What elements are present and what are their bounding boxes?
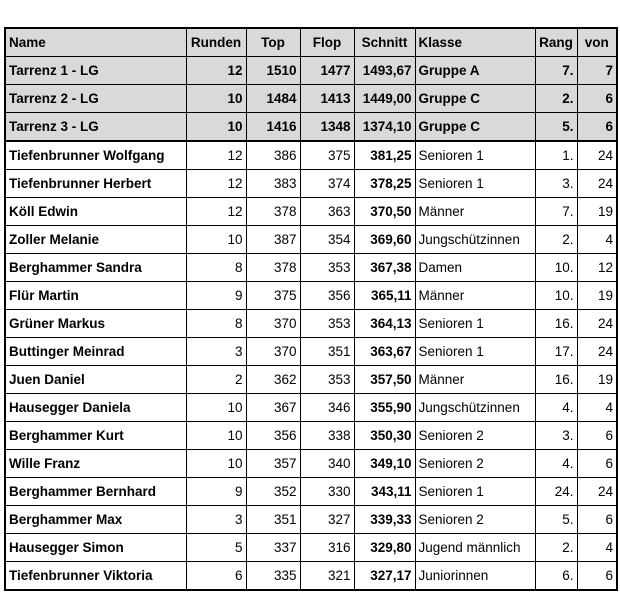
cell-name: Buttinger Meinrad xyxy=(5,338,186,366)
cell-schnitt: 378,25 xyxy=(354,170,415,198)
cell-flop: 346 xyxy=(300,394,354,422)
cell-name: Tiefenbrunner Wolfgang xyxy=(5,141,186,170)
cell-rang: 24. xyxy=(535,478,577,506)
cell-flop: 330 xyxy=(300,478,354,506)
cell-name: Berghammer Kurt xyxy=(5,422,186,450)
table-row xyxy=(5,198,617,226)
cell-klasse: Senioren 2 xyxy=(415,506,535,534)
results-table-container xyxy=(4,27,618,591)
cell-rang: 7. xyxy=(535,57,577,85)
cell-runden: 10 xyxy=(186,226,246,254)
table-row xyxy=(5,562,617,591)
table-row xyxy=(5,226,617,254)
cell-rang: 3. xyxy=(535,170,577,198)
cell-name: Wille Franz xyxy=(5,450,186,478)
cell-von: 24 xyxy=(577,141,617,170)
cell-top: 337 xyxy=(246,534,300,562)
header-rang: Rang xyxy=(535,28,577,57)
cell-schnitt: 363,67 xyxy=(354,338,415,366)
table-row xyxy=(5,506,617,534)
cell-rang: 16. xyxy=(535,366,577,394)
cell-name: Tiefenbrunner Herbert xyxy=(5,170,186,198)
cell-schnitt: 1374,10 xyxy=(354,113,415,142)
cell-schnitt: 381,25 xyxy=(354,141,415,170)
cell-schnitt: 350,30 xyxy=(354,422,415,450)
cell-von: 6 xyxy=(577,506,617,534)
header-name: Name xyxy=(5,28,186,57)
cell-top: 352 xyxy=(246,478,300,506)
header-klasse: Klasse xyxy=(415,28,535,57)
cell-klasse: Juniorinnen xyxy=(415,562,535,591)
cell-von: 6 xyxy=(577,562,617,591)
cell-top: 387 xyxy=(246,226,300,254)
table-row xyxy=(5,366,617,394)
cell-top: 378 xyxy=(246,198,300,226)
cell-klasse: Gruppe A xyxy=(415,57,535,85)
cell-name: Berghammer Max xyxy=(5,506,186,534)
cell-von: 12 xyxy=(577,254,617,282)
cell-rang: 6. xyxy=(535,562,577,591)
cell-runden: 5 xyxy=(186,534,246,562)
header-top: Top xyxy=(246,28,300,57)
cell-flop: 327 xyxy=(300,506,354,534)
cell-name: Juen Daniel xyxy=(5,366,186,394)
cell-name: Hausegger Simon xyxy=(5,534,186,562)
cell-top: 378 xyxy=(246,254,300,282)
cell-runden: 10 xyxy=(186,85,246,113)
group-row xyxy=(5,57,617,85)
cell-flop: 353 xyxy=(300,254,354,282)
cell-von: 4 xyxy=(577,394,617,422)
cell-von: 24 xyxy=(577,310,617,338)
table-row xyxy=(5,310,617,338)
cell-name: Tarrenz 1 - LG xyxy=(5,57,186,85)
cell-flop: 1413 xyxy=(300,85,354,113)
cell-top: 367 xyxy=(246,394,300,422)
cell-name: Berghammer Bernhard xyxy=(5,478,186,506)
cell-rang: 5. xyxy=(535,113,577,142)
cell-von: 24 xyxy=(577,478,617,506)
cell-rang: 7. xyxy=(535,198,577,226)
results-table xyxy=(4,27,618,591)
cell-von: 24 xyxy=(577,170,617,198)
cell-name: Flür Martin xyxy=(5,282,186,310)
header-von: von xyxy=(577,28,617,57)
table-row xyxy=(5,450,617,478)
cell-top: 370 xyxy=(246,310,300,338)
cell-klasse: Männer xyxy=(415,282,535,310)
cell-klasse: Senioren 1 xyxy=(415,170,535,198)
cell-flop: 1348 xyxy=(300,113,354,142)
cell-von: 7 xyxy=(577,57,617,85)
cell-runden: 9 xyxy=(186,282,246,310)
cell-runden: 8 xyxy=(186,310,246,338)
cell-name: Zoller Melanie xyxy=(5,226,186,254)
cell-runden: 10 xyxy=(186,422,246,450)
cell-top: 356 xyxy=(246,422,300,450)
cell-name: Tarrenz 3 - LG xyxy=(5,113,186,142)
cell-von: 4 xyxy=(577,226,617,254)
header-runden: Runden xyxy=(186,28,246,57)
header-row xyxy=(5,28,617,57)
cell-flop: 354 xyxy=(300,226,354,254)
cell-von: 6 xyxy=(577,422,617,450)
cell-schnitt: 355,90 xyxy=(354,394,415,422)
table-row xyxy=(5,338,617,366)
cell-von: 6 xyxy=(577,113,617,142)
cell-klasse: Männer xyxy=(415,366,535,394)
cell-klasse: Senioren 1 xyxy=(415,310,535,338)
cell-flop: 321 xyxy=(300,562,354,591)
table-row xyxy=(5,282,617,310)
table-row xyxy=(5,254,617,282)
cell-schnitt: 367,38 xyxy=(354,254,415,282)
cell-flop: 374 xyxy=(300,170,354,198)
cell-schnitt: 1449,00 xyxy=(354,85,415,113)
table-row xyxy=(5,422,617,450)
cell-schnitt: 364,13 xyxy=(354,310,415,338)
header-flop: Flop xyxy=(300,28,354,57)
cell-klasse: Jugend männlich xyxy=(415,534,535,562)
cell-schnitt: 339,33 xyxy=(354,506,415,534)
cell-runden: 8 xyxy=(186,254,246,282)
cell-runden: 3 xyxy=(186,338,246,366)
cell-flop: 375 xyxy=(300,141,354,170)
table-row xyxy=(5,170,617,198)
cell-rang: 10. xyxy=(535,254,577,282)
cell-klasse: Senioren 1 xyxy=(415,478,535,506)
cell-runden: 12 xyxy=(186,57,246,85)
cell-top: 370 xyxy=(246,338,300,366)
table-row xyxy=(5,141,617,170)
cell-rang: 4. xyxy=(535,450,577,478)
cell-name: Köll Edwin xyxy=(5,198,186,226)
cell-schnitt: 370,50 xyxy=(354,198,415,226)
cell-top: 357 xyxy=(246,450,300,478)
cell-runden: 6 xyxy=(186,562,246,591)
cell-top: 1484 xyxy=(246,85,300,113)
group-row xyxy=(5,85,617,113)
cell-top: 386 xyxy=(246,141,300,170)
cell-runden: 10 xyxy=(186,450,246,478)
cell-runden: 12 xyxy=(186,170,246,198)
cell-top: 1416 xyxy=(246,113,300,142)
cell-klasse: Gruppe C xyxy=(415,85,535,113)
cell-flop: 356 xyxy=(300,282,354,310)
table-row xyxy=(5,478,617,506)
cell-schnitt: 357,50 xyxy=(354,366,415,394)
cell-von: 24 xyxy=(577,338,617,366)
cell-name: Tarrenz 2 - LG xyxy=(5,85,186,113)
table-row xyxy=(5,394,617,422)
cell-runden: 12 xyxy=(186,141,246,170)
cell-schnitt: 327,17 xyxy=(354,562,415,591)
cell-schnitt: 365,11 xyxy=(354,282,415,310)
cell-flop: 353 xyxy=(300,310,354,338)
cell-top: 383 xyxy=(246,170,300,198)
cell-runden: 12 xyxy=(186,198,246,226)
cell-klasse: Senioren 2 xyxy=(415,450,535,478)
cell-von: 19 xyxy=(577,282,617,310)
header-schnitt: Schnitt xyxy=(354,28,415,57)
cell-name: Grüner Markus xyxy=(5,310,186,338)
cell-name: Hausegger Daniela xyxy=(5,394,186,422)
cell-top: 362 xyxy=(246,366,300,394)
cell-schnitt: 349,10 xyxy=(354,450,415,478)
cell-klasse: Senioren 2 xyxy=(415,422,535,450)
cell-rang: 10. xyxy=(535,282,577,310)
table-row xyxy=(5,534,617,562)
cell-schnitt: 329,80 xyxy=(354,534,415,562)
cell-runden: 3 xyxy=(186,506,246,534)
cell-top: 335 xyxy=(246,562,300,591)
results-body xyxy=(5,57,617,591)
cell-name: Tiefenbrunner Viktoria xyxy=(5,562,186,591)
cell-von: 6 xyxy=(577,85,617,113)
cell-klasse: Senioren 1 xyxy=(415,141,535,170)
cell-schnitt: 1493,67 xyxy=(354,57,415,85)
cell-rang: 1. xyxy=(535,141,577,170)
cell-von: 19 xyxy=(577,366,617,394)
cell-flop: 351 xyxy=(300,338,354,366)
cell-von: 4 xyxy=(577,534,617,562)
cell-klasse: Männer xyxy=(415,198,535,226)
cell-von: 6 xyxy=(577,450,617,478)
cell-von: 19 xyxy=(577,198,617,226)
cell-top: 1510 xyxy=(246,57,300,85)
cell-runden: 2 xyxy=(186,366,246,394)
cell-flop: 316 xyxy=(300,534,354,562)
cell-klasse: Jungschützinnen xyxy=(415,394,535,422)
cell-flop: 353 xyxy=(300,366,354,394)
cell-klasse: Senioren 1 xyxy=(415,338,535,366)
cell-rang: 4. xyxy=(535,394,577,422)
cell-rang: 17. xyxy=(535,338,577,366)
cell-rang: 2. xyxy=(535,226,577,254)
cell-klasse: Gruppe C xyxy=(415,113,535,142)
cell-flop: 363 xyxy=(300,198,354,226)
cell-rang: 2. xyxy=(535,534,577,562)
cell-runden: 10 xyxy=(186,394,246,422)
cell-top: 375 xyxy=(246,282,300,310)
cell-rang: 3. xyxy=(535,422,577,450)
group-row xyxy=(5,113,617,142)
cell-flop: 1477 xyxy=(300,57,354,85)
cell-name: Berghammer Sandra xyxy=(5,254,186,282)
cell-rang: 5. xyxy=(535,506,577,534)
cell-runden: 9 xyxy=(186,478,246,506)
cell-flop: 338 xyxy=(300,422,354,450)
cell-schnitt: 343,11 xyxy=(354,478,415,506)
cell-rang: 16. xyxy=(535,310,577,338)
cell-klasse: Damen xyxy=(415,254,535,282)
cell-rang: 2. xyxy=(535,85,577,113)
cell-schnitt: 369,60 xyxy=(354,226,415,254)
cell-runden: 10 xyxy=(186,113,246,142)
cell-flop: 340 xyxy=(300,450,354,478)
cell-top: 351 xyxy=(246,506,300,534)
cell-klasse: Jungschützinnen xyxy=(415,226,535,254)
